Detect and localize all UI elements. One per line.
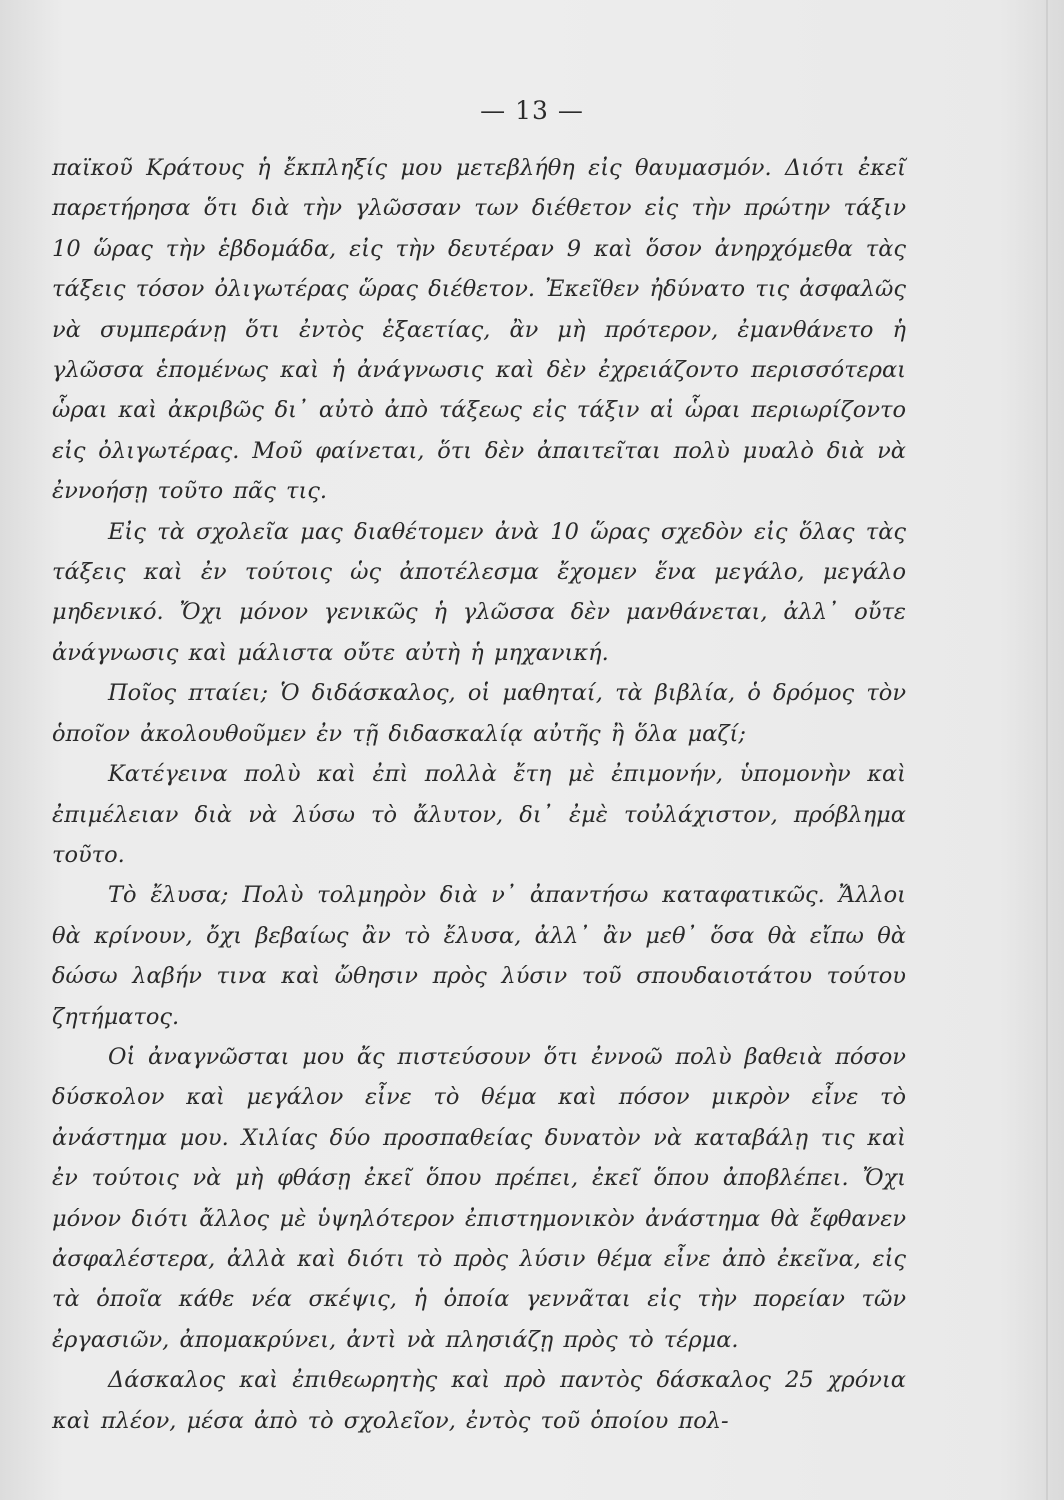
paragraph-6: Οἱ ἀναγνῶσται μου ἄς πιστεύσουν ὅτι ἐννοῶ πολὺ βαθειὰ πόσον δύσκολον καὶ μεγάλον εἶνε τὸ θέμα καὶ πόσον μικρὸν εἶνε τὸ ἀνάστημα μου. Χιλίας δύο προσπαθείας δυνατὸν νὰ καταβάλῃ τις καὶ ἐν τούτοις νὰ μὴ φθάσῃ ἐκεῖ ὅπου πρέπει, ἐκεῖ ὅπου ἀποβλέπει. Ὄχι μόνον διότι ἄλλος μὲ ὑψηλότερον ἐπιστημονικὸν ἀνάστημα θὰ ἔφθανεν ἀσφαλέστερα, ἀλλὰ καὶ διότι τὸ πρὸς λύσιν θέμα εἶνε ἀπὸ ἐκεῖνα, εἰς τὰ ὁποῖα κάθε νέα σκέψις, ἡ ὁποία γεννᾶται εἰς τὴν πορείαν τῶν ἐργασιῶν, ἀπομακρύνει, ἀντὶ νὰ πλησιάζῃ πρὸς τὸ τέρμα. [52,1043,906,1353]
page-number: — 13 — [480,96,584,125]
page-edge [1046,0,1048,1500]
paragraph-5: Τὸ ἔλυσα; Πολὺ τολμηρὸν διὰ ν᾿ ἀπαντήσω καταφατικῶς. Ἄλλοι θὰ κρίνουν, ὄχι βεβαίως ἂν τὸ ἔλυσα, ἀλλ᾿ ἂν μεθ᾿ ὅσα θὰ εἴπω θὰ δώσω λαβήν τινα καὶ ὤθησιν πρὸς λύσιν τοῦ σπουδαιοτάτου τούτου ζητήματος. [52,882,906,1030]
paragraph-4: Κατέγεινα πολὺ καὶ ἐπὶ πολλὰ ἔτη μὲ ἐπιμονήν, ὑπομονὴν καὶ ἐπιμέλειαν διὰ νὰ λύσω τὸ ἄλυτον, δι᾿ ἐμὲ τοὐλάχιστον, πρόβλημα τοῦτο. [52,761,906,868]
body-text [52,148,906,1441]
paragraph-1: παϊκοῦ Κράτους ἡ ἔκπληξίς μου μετεβλήθη εἰς θαυμασμόν. Διότι ἐκεῖ παρετήρησα ὅτι διὰ τὴν γλῶσσαν των διέθετον εἰς τὴν πρώτην τάξιν 10 ὥρας τὴν ἑβδομάδα, εἰς τὴν δευτέραν 9 καὶ ὅσον ἀνηρχόμεθα τὰς τάξεις τόσον ὀλιγωτέρας ὥρας διέθετον. Ἐκεῖθεν ἠδύνατο τις ἀσφαλῶς νὰ συμπεράνῃ ὅτι ἐντὸς ἑξαετίας, ἂν μὴ πρότερον, ἐμανθάνετο ἡ γλῶσσα ἑπομένως καὶ ἡ ἀνάγνωσις καὶ δὲν ἐχρειάζοντο περισσότεραι ὧραι καὶ ἀκριβῶς δι᾿ αὐτὸ ἀπὸ τάξεως εἰς τάξιν αἱ ὧραι περιωρίζοντο εἰς ὀλιγωτέρας. Μοῦ φαίνεται, ὅτι δὲν ἀπαιτεῖται πολὺ μυαλὸ διὰ νὰ ἐννοήσῃ τοῦτο πᾶς τις. [52,155,906,505]
paragraph-3: Ποῖος πταίει; Ὁ διδάσκαλος, οἱ μαθηταί, τὰ βιβλία, ὁ δρόμος τὸν ὁποῖον ἀκολουθοῦμεν ἐν τῇ διδασκαλίᾳ αὐτῆς ἢ ὅλα μαζί; [52,680,906,747]
paragraph-2: Εἰς τὰ σχολεῖα μας διαθέτομεν ἀνὰ 10 ὥρας σχεδὸν εἰς ὅλας τὰς τάξεις καὶ ἐν τούτοις ὡς ἀποτέλεσμα ἔχομεν ἕνα μεγάλο, μεγάλο μηδενικό. Ὄχι μόνον γενικῶς ἡ γλῶσσα δὲν μανθάνεται, ἀλλ᾿ οὔτε ἀνάγνωσις καὶ μάλιστα οὔτε αὐτὴ ἡ μηχανική. [52,518,906,666]
paragraph-7: Δάσκαλος καὶ ἐπιθεωρητὴς καὶ πρὸ παντὸς δάσκαλος 25 χρόνια καὶ πλέον, μέσα ἀπὸ τὸ σχολεῖον, ἐντὸς τοῦ ὁποίου πολ- [52,1367,906,1434]
